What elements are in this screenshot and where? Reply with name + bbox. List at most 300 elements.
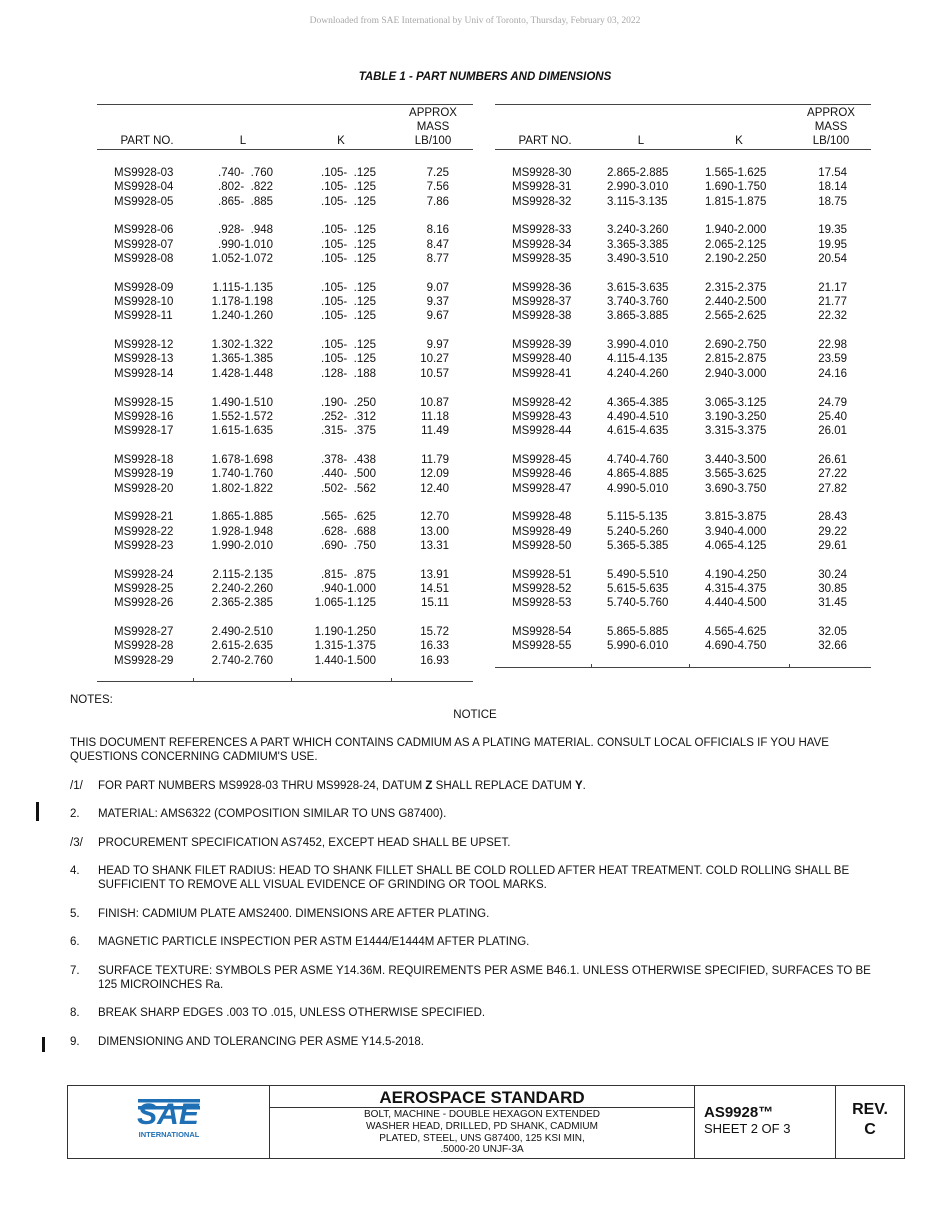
download-watermark: Downloaded from SAE International by Univ of Toronto, Thursday, February 03, 2022: [309, 16, 641, 26]
dim-k: .105- .125: [321, 339, 376, 352]
parts-table-left: [97, 104, 473, 682]
header-mass-line2: MASS: [416, 121, 450, 133]
approx-mass: 20.54: [818, 252, 847, 265]
dim-l: 5.865-5.885: [607, 626, 669, 639]
part-number: MS9928-09: [114, 281, 174, 294]
dim-l: 1.240-1.260: [211, 310, 273, 323]
part-number: MS9928-49: [512, 525, 572, 538]
approx-mass: 11.79: [421, 453, 449, 466]
part-number: MS9928-48: [512, 511, 572, 524]
approx-mass: 21.77: [818, 296, 847, 309]
table-row: [495, 238, 871, 252]
approx-mass: 19.35: [818, 224, 847, 237]
dim-k: 2.940-3.000: [705, 367, 767, 380]
table-row: [97, 467, 473, 481]
dim-l: 5.990-6.010: [607, 640, 669, 653]
dim-k: 3.690-3.750: [705, 482, 767, 495]
dim-l: 3.865-3.885: [607, 310, 669, 323]
dim-k: .105- .125: [321, 296, 376, 309]
dim-k: 4.190-4.250: [705, 568, 767, 581]
part-number: MS9928-29: [114, 654, 174, 667]
approx-mass: 12.40: [420, 482, 449, 495]
dim-k: 1.440-1.500: [314, 654, 376, 667]
note-text: MAGNETIC PARTICLE INSPECTION PER ASTM E1444/E1444M AFTER PLATING.: [98, 936, 530, 948]
header-mass-line3: LB/100: [812, 135, 850, 147]
part-description: [270, 1108, 694, 1156]
header-l: L: [239, 135, 247, 147]
table-row: [495, 367, 871, 381]
part-number: MS9928-05: [114, 195, 174, 208]
revision-bar: [42, 1037, 45, 1052]
table-row: [97, 166, 473, 180]
row-group: [495, 510, 871, 553]
dim-k: .690- .750: [321, 539, 376, 552]
part-number: MS9928-24: [114, 568, 174, 581]
note-text: FINISH: CADMIUM PLATE AMS2400. DIMENSIONS ARE AFTER PLATING.: [98, 907, 490, 920]
dim-k: 3.940-4.000: [705, 525, 767, 538]
dim-k: .815- .875: [321, 568, 376, 581]
table-row: [97, 238, 473, 252]
dim-l: 4.490-4.510: [607, 410, 669, 423]
dim-l: 4.615-4.635: [607, 425, 669, 438]
part-number: MS9928-53: [512, 597, 572, 610]
dim-k: 1.815-1.875: [705, 195, 767, 208]
approx-mass: 16.33: [420, 640, 449, 653]
table-row: [97, 295, 473, 309]
dim-l: 4.740-4.760: [607, 453, 669, 466]
dim-l: 1.302-1.322: [211, 339, 273, 352]
part-number: MS9928-36: [512, 281, 572, 294]
dim-l: 2.490-2.510: [211, 626, 273, 639]
table-row: [97, 352, 473, 366]
table-row: [495, 223, 871, 237]
approx-mass: 8.16: [426, 224, 449, 237]
part-number: MS9928-26: [114, 597, 174, 610]
note-item: [70, 864, 880, 892]
notice-heading: NOTICE: [453, 709, 497, 721]
dim-l: 1.865-1.885: [211, 511, 273, 524]
part-number: MS9928-17: [114, 425, 174, 438]
approx-mass: 15.72: [420, 626, 449, 639]
row-group: [495, 396, 871, 439]
approx-mass: 24.16: [818, 367, 847, 380]
dim-l: 2.615-2.635: [211, 640, 273, 653]
dim-l: 1.178-1.198: [211, 296, 273, 309]
rev-value: C: [864, 1121, 876, 1138]
approx-mass: 32.05: [818, 626, 847, 639]
table-row: [495, 166, 871, 180]
note-item: [70, 836, 880, 850]
note-number: 8.: [70, 1007, 80, 1019]
note-text-part: .: [582, 779, 586, 792]
approx-mass: 13.00: [420, 525, 449, 538]
dim-k: .105- .125: [321, 353, 376, 366]
part-number: MS9928-21: [114, 511, 174, 524]
datum-z: Z: [425, 779, 433, 792]
part-number: MS9928-22: [114, 525, 174, 538]
dim-l: 3.115-3.135: [607, 195, 668, 208]
table-row: [495, 281, 871, 295]
dim-l: .865- .885: [218, 195, 273, 208]
approx-mass: 24.79: [818, 396, 847, 409]
dim-l: 5.365-5.385: [607, 539, 669, 552]
svg-text:SAE: SAE: [137, 1098, 199, 1131]
revision-bar: [36, 802, 39, 821]
note-item: [70, 807, 880, 821]
note-number: 6.: [70, 936, 80, 948]
row-group: [495, 568, 871, 611]
dim-k: .105- .125: [321, 238, 376, 251]
dim-k: .502- .562: [321, 482, 376, 495]
approx-mass: 30.85: [818, 583, 847, 596]
table-row: [97, 281, 473, 295]
revision-box: [836, 1086, 904, 1158]
approx-mass: 25.40: [818, 410, 847, 423]
dim-k: 2.440-2.500: [705, 296, 767, 309]
note-text: DIMENSIONING AND TOLERANCING PER ASME Y14.5-2018.: [98, 1035, 424, 1048]
part-number: MS9928-39: [512, 339, 572, 352]
notes-label: NOTES:: [70, 694, 113, 706]
part-number: MS9928-35: [512, 252, 572, 265]
dim-k: 2.815-2.875: [705, 353, 767, 366]
dim-k: .105- .125: [321, 167, 376, 179]
dim-l: 1.615-1.635: [211, 425, 273, 438]
approx-mass: 26.01: [818, 425, 847, 438]
part-number: MS9928-50: [512, 539, 572, 552]
dim-l: .802- .822: [218, 181, 273, 194]
part-number: MS9928-31: [512, 181, 572, 194]
dim-l: 1.802-1.822: [211, 482, 273, 495]
table-row: [97, 654, 473, 668]
header-mass: [393, 106, 473, 148]
row-group: [97, 510, 473, 553]
dim-l: 3.365-3.385: [607, 238, 669, 251]
approx-mass: 10.87: [420, 396, 449, 409]
table-row: [97, 309, 473, 323]
part-number: MS9928-33: [512, 224, 572, 237]
note-text: [98, 779, 880, 793]
approx-mass: 8.77: [426, 252, 449, 265]
part-number: MS9928-32: [512, 195, 572, 208]
standard-title: AEROSPACE STANDARD: [270, 1086, 694, 1108]
description-line: PLATED, STEEL, UNS G87400, 125 KSI MIN,: [379, 1132, 585, 1144]
note-item: [70, 964, 880, 992]
note-text-part: FOR PART NUMBERS MS9928-03 THRU MS9928-24, DATUM: [98, 779, 426, 792]
sheet-number: SHEET 2 OF 3: [704, 1121, 791, 1136]
table-row: [495, 596, 871, 610]
approx-mass: 29.22: [818, 525, 847, 538]
part-number: MS9928-37: [512, 296, 572, 309]
table-header: [495, 105, 871, 150]
title-description: [270, 1086, 695, 1158]
header-mass-line2: MASS: [814, 121, 848, 133]
part-number: MS9928-46: [512, 468, 572, 481]
approx-mass: 28.43: [818, 511, 847, 524]
part-number: MS9928-43: [512, 410, 572, 423]
note-item: [70, 1035, 880, 1049]
note-list: [70, 807, 880, 1049]
approx-mass: 31.45: [818, 597, 847, 610]
table-row: [495, 252, 871, 266]
part-number: MS9928-12: [114, 339, 174, 352]
note-text: SURFACE TEXTURE: SYMBOLS PER ASME Y14.36M. REQUIREMENTS PER ASME B46.1. UNLESS OTHERWISE SPECIFIED, SURFACES TO BE 125 MICROINCHES Ra.: [98, 964, 871, 991]
table-row: [495, 180, 871, 194]
note-number: 2.: [70, 808, 80, 820]
table-row: [97, 396, 473, 410]
sae-logo-icon: [68, 1086, 270, 1158]
dim-k: .628- .688: [321, 525, 376, 538]
approx-mass: 10.27: [420, 353, 449, 366]
table-row: [495, 453, 871, 467]
dim-l: 1.365-1.385: [211, 353, 273, 366]
dim-l: 2.240-2.260: [211, 583, 273, 596]
dim-l: .990-1.010: [218, 238, 273, 251]
dim-k: 4.440-4.500: [705, 597, 767, 610]
dim-l: 1.115-1.135: [212, 281, 273, 294]
approx-mass: 18.75: [818, 195, 847, 208]
dim-k: .128- .188: [321, 367, 376, 380]
dim-k: 2.190-2.250: [705, 252, 767, 265]
table-row: [97, 568, 473, 582]
part-number: MS9928-13: [114, 353, 174, 366]
table-row: [495, 309, 871, 323]
approx-mass: 17.54: [818, 167, 847, 179]
part-number: MS9928-34: [512, 238, 572, 251]
approx-mass: 27.82: [818, 482, 847, 495]
dim-k: 4.565-4.625: [705, 626, 767, 639]
row-group: [495, 338, 871, 381]
dim-l: 3.990-4.010: [607, 339, 669, 352]
note-number: 4.: [70, 865, 80, 877]
note-item: [70, 907, 880, 921]
dim-k: .940-1.000: [321, 583, 376, 596]
approx-mass: 22.98: [818, 339, 847, 352]
part-number: MS9928-44: [512, 425, 572, 438]
note-number: /1/: [70, 779, 83, 792]
dim-k: .105- .125: [321, 224, 376, 237]
table-body: [495, 150, 871, 667]
header-k: K: [337, 135, 345, 147]
dim-k: .105- .125: [321, 181, 376, 194]
approx-mass: 15.11: [421, 597, 449, 610]
dim-l: 1.990-2.010: [211, 539, 273, 552]
table-row: [97, 596, 473, 610]
approx-mass: 26.61: [818, 453, 847, 466]
dim-k: .105- .125: [321, 252, 376, 265]
table-header: [97, 105, 473, 150]
table-row: [495, 396, 871, 410]
dim-l: 3.490-3.510: [607, 252, 669, 265]
approx-mass: 19.95: [818, 238, 847, 251]
table-row: [495, 625, 871, 639]
header-mass-line1: APPROX: [807, 107, 855, 119]
approx-mass: 11.49: [421, 425, 449, 438]
dim-k: 4.065-4.125: [705, 539, 767, 552]
approx-mass: 32.66: [818, 640, 847, 653]
approx-mass: 7.25: [426, 167, 449, 179]
header-mass-line1: APPROX: [409, 107, 457, 119]
dim-k: .105- .125: [321, 310, 376, 323]
dim-l: 4.865-4.885: [607, 468, 669, 481]
approx-mass: 23.59: [818, 353, 847, 366]
dim-k: .440- .500: [321, 468, 376, 481]
part-number: MS9928-54: [512, 626, 572, 639]
svg-text:INTERNATIONAL: INTERNATIONAL: [138, 1130, 200, 1139]
dim-k: 3.440-3.500: [705, 453, 767, 466]
note-text: PROCUREMENT SPECIFICATION AS7452, EXCEPT HEAD SHALL BE UPSET.: [98, 836, 511, 849]
note-text: HEAD TO SHANK FILET RADIUS: HEAD TO SHANK FILLET SHALL BE COLD ROLLED AFTER HEAT TREATMENT. COLD ROLLING SHALL BE SUFFICIENT TO REMOVE ALL VISUAL EVIDENCE OF GRINDING OR TOOL MARKS.: [98, 865, 850, 891]
table-row: [97, 223, 473, 237]
part-number: MS9928-14: [114, 367, 174, 380]
table-row: [97, 639, 473, 653]
table-row: [495, 525, 871, 539]
note-item: [70, 935, 880, 949]
part-number: MS9928-16: [114, 410, 174, 423]
dim-k: 3.315-3.375: [705, 425, 767, 438]
note-number: 5.: [70, 907, 80, 920]
part-number: MS9928-51: [512, 568, 572, 581]
dim-k: .252- .312: [321, 410, 376, 423]
table-row: [97, 625, 473, 639]
note-number: 7.: [70, 964, 80, 977]
dim-k: 1.690-1.750: [705, 181, 767, 194]
part-number: MS9928-08: [114, 252, 174, 265]
header-l: L: [637, 135, 645, 147]
row-group: [97, 223, 473, 266]
part-number: MS9928-52: [512, 583, 572, 596]
table-row: [495, 295, 871, 309]
dim-l: 2.740-2.760: [211, 654, 273, 667]
header-mass: [791, 106, 871, 148]
note-number: /3/: [70, 836, 83, 849]
table-row: [495, 639, 871, 653]
table-row: [495, 539, 871, 553]
dim-k: 2.065-2.125: [705, 238, 767, 251]
title-block: [67, 1085, 905, 1159]
part-number: MS9928-15: [114, 396, 174, 409]
table-row: [495, 352, 871, 366]
part-number: MS9928-06: [114, 224, 174, 237]
part-number: MS9928-38: [512, 310, 572, 323]
row-group: [97, 625, 473, 668]
dim-k: 4.315-4.375: [705, 583, 767, 596]
dim-k: 2.315-2.375: [705, 281, 767, 294]
part-number: MS9928-11: [114, 310, 173, 323]
part-number: MS9928-47: [512, 482, 572, 495]
dim-l: 2.990-3.010: [607, 181, 669, 194]
part-number: MS9928-07: [114, 238, 174, 251]
approx-mass: 30.24: [818, 568, 847, 581]
dim-k: 1.315-1.375: [314, 640, 376, 653]
dim-l: 5.490-5.510: [607, 568, 669, 581]
dim-k: .105- .125: [321, 281, 376, 294]
header-part-no: PART NO.: [120, 135, 174, 147]
dim-l: 3.615-3.635: [607, 281, 669, 294]
dim-k: 2.565-2.625: [705, 310, 767, 323]
table-title: TABLE 1 - PART NUMBERS AND DIMENSIONS: [358, 71, 612, 83]
dim-l: 1.052-1.072: [211, 252, 273, 265]
dim-l: 4.365-4.385: [607, 396, 669, 409]
table-row: [97, 424, 473, 438]
table-body: [97, 150, 473, 681]
parts-table-right: [495, 104, 871, 668]
dim-l: 1.428-1.448: [211, 367, 273, 380]
dim-k: 2.690-2.750: [705, 339, 767, 352]
table-row: [495, 424, 871, 438]
approx-mass: 16.93: [420, 654, 449, 667]
dim-l: 3.240-3.260: [607, 224, 669, 237]
table-row: [495, 410, 871, 424]
table-row: [97, 539, 473, 553]
doc-number: AS9928™: [704, 1104, 774, 1121]
table-row: [495, 568, 871, 582]
dim-k: 3.190-3.250: [705, 410, 767, 423]
approx-mass: 9.37: [426, 296, 449, 309]
part-number: MS9928-23: [114, 539, 174, 552]
dim-k: .315- .375: [321, 425, 376, 438]
table-row: [495, 510, 871, 524]
dim-l: 1.552-1.572: [211, 410, 273, 423]
approx-mass: 13.91: [420, 568, 449, 581]
part-number: MS9928-20: [114, 482, 174, 495]
dim-l: 1.928-1.948: [211, 525, 273, 538]
table-row: [97, 252, 473, 266]
dim-l: 5.115-5.135: [607, 511, 668, 524]
approx-mass: 11.18: [421, 410, 449, 423]
dim-k: 3.565-3.625: [705, 468, 767, 481]
approx-mass: 7.56: [426, 181, 449, 194]
note-text-part: SHALL REPLACE DATUM: [432, 779, 575, 792]
dim-k: 1.065-1.125: [314, 597, 376, 610]
dim-l: 2.365-2.385: [211, 597, 273, 610]
approx-mass: 9.07: [426, 281, 449, 294]
dim-k: .190- .250: [321, 396, 376, 409]
part-number: MS9928-55: [512, 640, 572, 653]
row-group: [97, 338, 473, 381]
row-group: [495, 281, 871, 324]
approx-mass: 22.32: [818, 310, 847, 323]
dim-l: 3.740-3.760: [607, 296, 669, 309]
part-number: MS9928-28: [114, 640, 174, 653]
rev-label: REV.: [852, 1101, 888, 1118]
table-row: [495, 482, 871, 496]
dim-l: 1.678-1.698: [211, 453, 273, 466]
part-number: MS9928-19: [114, 468, 174, 481]
table-row: [97, 482, 473, 496]
table-row: [97, 582, 473, 596]
table-row: [97, 338, 473, 352]
dim-k: 1.940-2.000: [705, 224, 767, 237]
dim-l: 2.865-2.885: [607, 167, 669, 179]
row-group: [97, 166, 473, 209]
description-line: WASHER HEAD, DRILLED, PD SHANK, CADMIUM: [366, 1120, 598, 1132]
dim-k: .565- .625: [321, 511, 376, 524]
note-item: [70, 1006, 880, 1020]
header-mass-line3: LB/100: [414, 135, 452, 147]
part-number: MS9928-25: [114, 583, 174, 596]
approx-mass: 9.67: [426, 310, 449, 323]
part-number: MS9928-30: [512, 167, 572, 179]
table-row: [97, 453, 473, 467]
approx-mass: 21.17: [818, 281, 847, 294]
dim-k: .105- .125: [321, 195, 376, 208]
dim-l: 1.740-1.760: [211, 468, 273, 481]
dim-k: 4.690-4.750: [705, 640, 767, 653]
description-line: .5000-20 UNJF-3A: [440, 1144, 524, 1156]
row-group: [495, 453, 871, 496]
part-number: MS9928-45: [512, 453, 572, 466]
approx-mass: 8.47: [426, 238, 449, 251]
